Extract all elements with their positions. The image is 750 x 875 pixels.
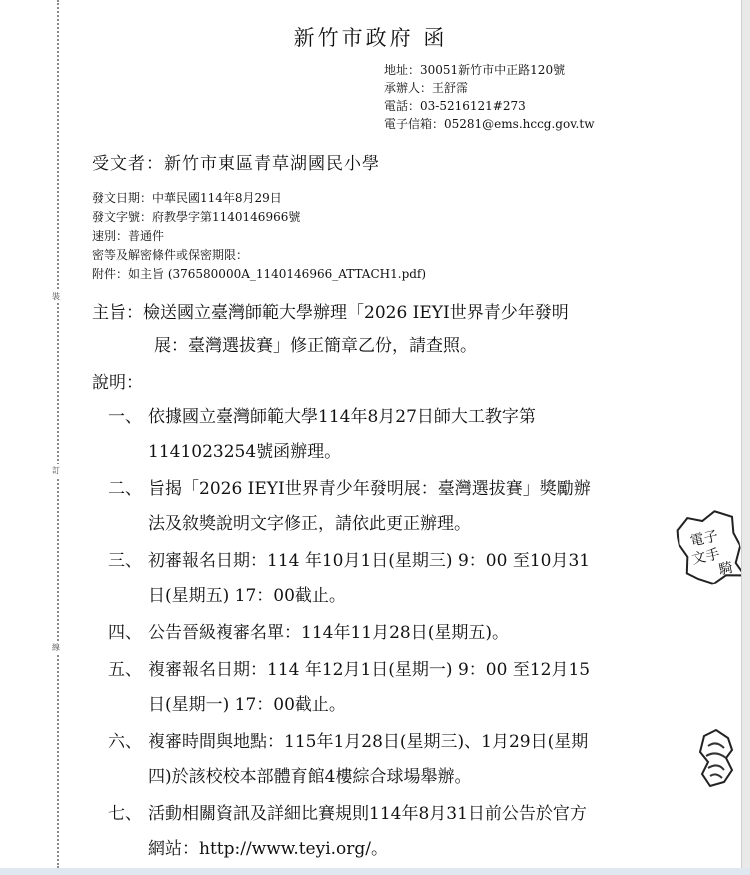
issue-date: 發文日期：中華民國114年8月29日	[92, 191, 282, 205]
binding-mark-top: 裝	[52, 292, 60, 301]
contact-handler: 承辦人：王舒霈	[384, 81, 469, 95]
item-line[interactable]: 網站：http://www.teyi.org/。	[148, 839, 389, 859]
explanation-list	[108, 400, 668, 869]
contact-address: 地址：30051新竹市中正路120號	[384, 63, 566, 77]
item-line: 依據國立臺灣師範大學114年8月27日師大工教字第	[148, 407, 536, 427]
list-item	[108, 400, 668, 470]
list-item	[108, 472, 668, 542]
seal-scribble-icon	[698, 728, 734, 788]
stamp-char: 電子	[688, 528, 720, 550]
item-number: 六、	[108, 732, 142, 752]
stamp-char: 文手	[690, 546, 722, 568]
item-number: 五、	[108, 660, 142, 680]
binding-mark-bottom: 線	[52, 643, 60, 652]
item-line: 1141023254號函辦理。	[148, 442, 342, 462]
page-edge-right	[741, 0, 750, 875]
subject-block	[92, 297, 682, 363]
binding-mark-middle: 訂	[52, 466, 60, 475]
item-number: 一、	[108, 407, 142, 427]
list-item	[108, 797, 668, 867]
item-number: 二、	[108, 479, 142, 499]
item-line: 複審報名日期：114 年12月1日(星期一) 9：00 至12月15	[148, 660, 591, 680]
contact-email[interactable]: 電子信箱：05281@ems.hccg.gov.tw	[384, 117, 595, 131]
speed-class: 速別：普通件	[92, 229, 165, 243]
item-number: 三、	[108, 551, 142, 571]
document-title: 新竹市政府 函	[293, 26, 448, 50]
list-item	[108, 725, 668, 795]
item-line: 複審時間與地點：115年1月28日(星期三)、1月29日(星期	[148, 732, 589, 752]
binding-line	[57, 0, 59, 868]
security-level: 密等及解密條件或保密期限：	[92, 248, 249, 262]
contact-block	[384, 61, 594, 133]
subject-line-2: 展：臺灣選拔賽」修正簡章乙份，請查照。	[154, 336, 477, 356]
electronic-stamp-icon	[673, 507, 747, 590]
attachment-link[interactable]: 附件：如主旨 (376580000A_1140146966_ATTACH1.pdf)	[92, 267, 427, 281]
item-line: 日(星期一) 17：00截止。	[148, 695, 346, 715]
page-edge-bottom	[0, 868, 750, 875]
item-line: 四)於該校校本部體育館4樓綜合球場舉辦。	[148, 767, 472, 787]
stamp-char: 騎	[717, 559, 735, 579]
item-line: 活動相關資訊及詳細比賽規則114年8月31日前公告於官方	[148, 804, 587, 824]
document-number: 發文字號：府教學字第1140146966號	[92, 210, 301, 224]
item-number: 七、	[108, 804, 142, 824]
item-line: 法及敘獎說明文字修正，請依此更正辦理。	[148, 514, 471, 534]
item-number: 四、	[108, 623, 142, 643]
item-line: 日(星期五) 17：00截止。	[148, 586, 346, 606]
item-line: 旨揭「2026 IEYI世界青少年發明展：臺灣選拔賽」獎勵辦	[148, 479, 591, 499]
meta-block	[92, 189, 426, 284]
list-item	[108, 544, 668, 614]
recipient: 受文者：新竹市東區青草湖國民小學	[92, 154, 380, 174]
list-item	[108, 616, 668, 651]
subject-line-1: 主旨：檢送國立臺灣師範大學辦理「2026 IEYI世界青少年發明	[92, 303, 569, 323]
item-line: 公告晉級複審名單：114年11月28日(星期五)。	[148, 623, 509, 643]
item-line: 初審報名日期：114 年10月1日(星期三) 9：00 至10月31	[148, 551, 591, 571]
contact-phone: 電話：03-5216121#273	[384, 99, 526, 113]
list-item	[108, 653, 668, 723]
explanation-heading: 說明：	[92, 373, 143, 393]
